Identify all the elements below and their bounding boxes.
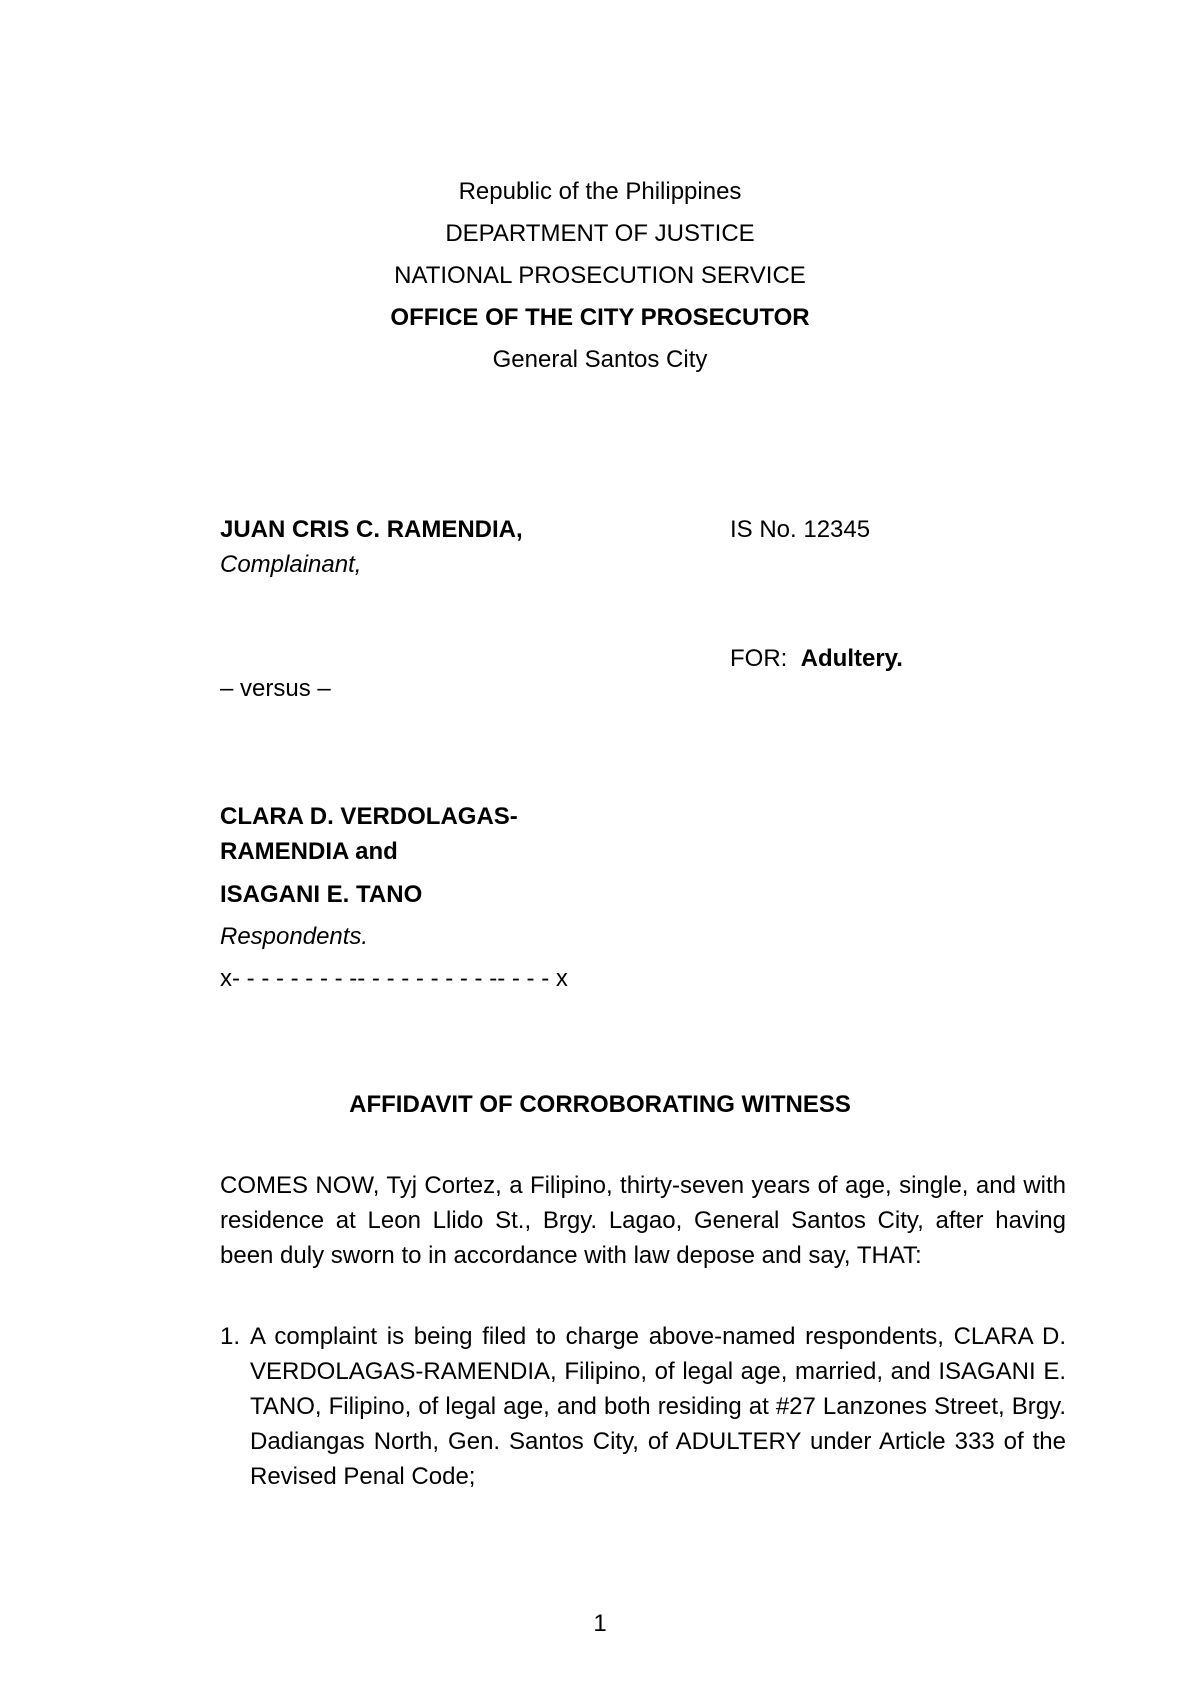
caption-separator: x- - - - - - - - -- - - - - - - - - -- - - - x [220,965,568,992]
header-department: DEPARTMENT OF JUSTICE [445,220,755,247]
list-item-text: A complaint is being filed to charge above-named respondents, CLARA D. VERDOLAGAS-RAMENDIA, Filipino, of legal age, married, and ISAGANI E. TANO, Filipino, of legal age, and both residing at #27 Lanzones Street, Brgy. Dadiangas North, Gen. Santos City, of ADULTERY under Article 333 of the Revised Penal Code; [250,1323,1066,1490]
case-number: IS No. 12345 [730,516,871,543]
respondent-2: ISAGANI E. TANO [220,881,423,908]
for-value: Adultery. [800,645,903,672]
intro-paragraph: COMES NOW, Tyj Cortez, a Filipino, thirty-seven years of age, single, and with residence at Leon Llido St., Brgy. Lagao, General Santos City, after having been duly sworn to in accordance with law depose and say, THAT: [220,1172,1066,1269]
header-service: NATIONAL PROSECUTION SERVICE [394,262,806,289]
list-item [220,1319,1066,1494]
respondent-1-line-2: RAMENDIA and [220,838,398,865]
header-office: OFFICE OF THE CITY PROSECUTOR [390,304,810,331]
header-city: General Santos City [492,346,708,373]
list-item-number: 1. [220,1323,241,1350]
document-title: AFFIDAVIT OF CORROBORATING WITNESS [349,1091,851,1118]
respondents-label: Respondents. [220,923,369,950]
versus-label: – versus – [220,675,331,702]
case-charge [730,647,903,671]
page-number: 1 [593,1610,607,1637]
complainant-label: Complainant, [220,551,362,578]
header-republic: Republic of the Philippines [458,178,742,205]
complainant-name: JUAN CRIS C. RAMENDIA, [220,516,523,543]
respondent-1-line-1: CLARA D. VERDOLAGAS- [220,803,518,830]
for-label: FOR: [730,645,788,672]
